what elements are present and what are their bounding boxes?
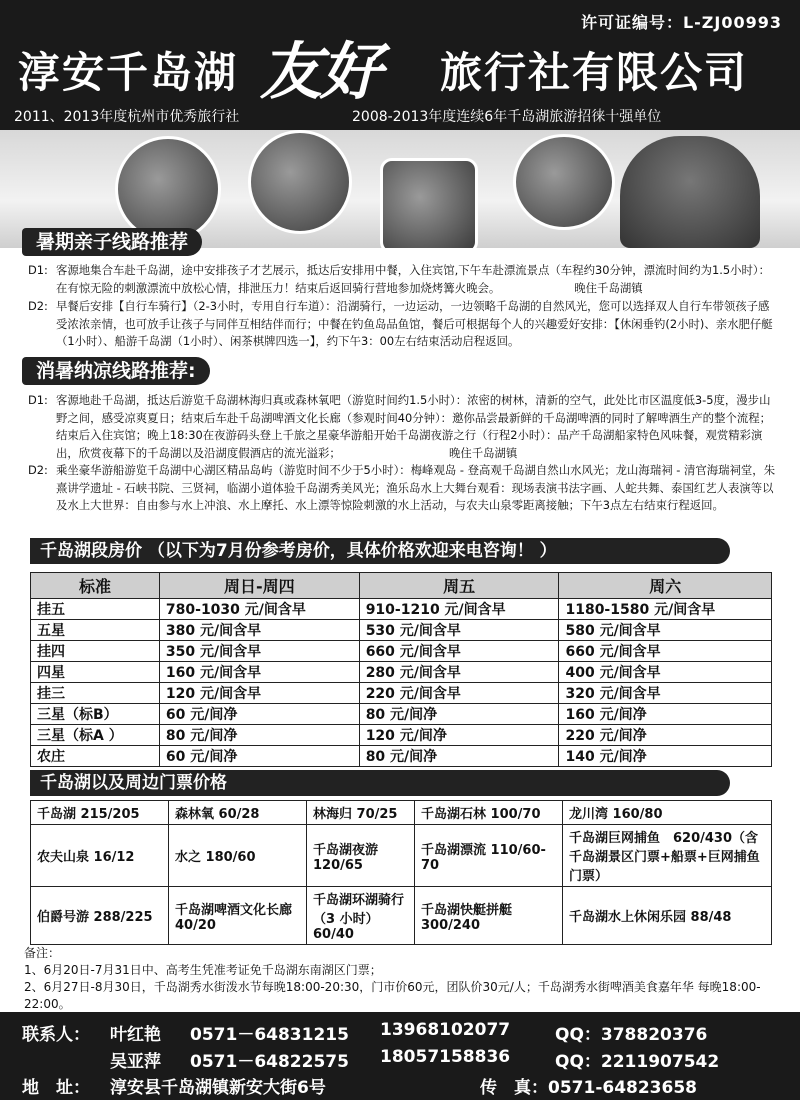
notes-label: 备注： [24, 946, 61, 960]
table-cell: 千岛湖夜游 120/65 [307, 825, 415, 887]
table-cell: 910-1210 元/间含早 [359, 599, 559, 620]
table-cell: 伯爵号游 288/225 [31, 887, 169, 945]
contact-mobile-1: 13968102077 [380, 1020, 511, 1040]
table-cell: 160 元/间净 [559, 704, 772, 725]
day-text: 客源地集合车赴千岛湖，途中安排孩子才艺展示，抵达后安排用中餐，入住宾馆,下午车赴漂流景点（车程约30分钟，漂流时间约为1.5小时）：在有惊无险的刺激漂流中放松心情，排泄压力！结束后返回骑行营地参加烧烤篝火晚会。 晚住千岛湖镇 [56, 263, 770, 295]
tickets-title: 千岛湖以及周边门票价格 [30, 770, 730, 796]
table-cell: 千岛湖漂流 110/60-70 [415, 825, 563, 887]
notes [24, 945, 784, 1013]
table-row [31, 620, 772, 641]
contact-qq-2: QQ：2211907542 [555, 1052, 720, 1072]
boat-photo [380, 158, 478, 248]
table-cell: 530 元/间含早 [359, 620, 559, 641]
contact-footer [0, 1012, 800, 1100]
family-photo [620, 136, 760, 248]
table-row [31, 746, 772, 767]
table-cell: 千岛湖快艇拼艇 300/240 [415, 887, 563, 945]
table-cell: 五星 [31, 620, 160, 641]
table-row [31, 887, 772, 945]
table-row [31, 801, 772, 825]
family-route-d2 [30, 298, 778, 351]
table-row [31, 662, 772, 683]
section-title-summer-route: 消暑纳凉线路推荐: [22, 357, 210, 385]
rates-title: 千岛湖段房价 （以下为7月份参考房价，具体价格欢迎来电咨询！ ） [30, 538, 730, 564]
table-cell: 千岛湖巨网捕鱼 620/430（含千岛湖景区门票+船票+巨网捕鱼门票） [563, 825, 772, 887]
table-cell: 80 元/间净 [359, 746, 559, 767]
table-row [31, 704, 772, 725]
table-cell: 120 元/间净 [359, 725, 559, 746]
table-cell: 林海归 70/25 [307, 801, 415, 825]
table-cell: 挂五 [31, 599, 160, 620]
contact-label: 联系人： [22, 1025, 90, 1045]
col-header: 周五 [359, 573, 559, 599]
day-label: D2: [28, 463, 48, 477]
table-cell: 80 元/间净 [359, 704, 559, 725]
section-title-family-route: 暑期亲子线路推荐 [22, 228, 202, 256]
day-label: D1: [28, 393, 48, 407]
contact-tel-1: 0571－64831215 [190, 1025, 349, 1045]
license-number: 许可证编号：L-ZJ00993 [580, 13, 782, 32]
award-left: 2011、2013年度杭州市优秀旅行社 [14, 109, 240, 125]
header [0, 0, 800, 130]
contact-tel-2: 0571－64822575 [190, 1052, 349, 1072]
award-right: 2008-2013年度连续6年千岛湖旅游招徕十强单位 [352, 109, 662, 125]
table-cell: 挂三 [31, 683, 160, 704]
day-label: D1: [28, 263, 48, 277]
company-name-logo: 友好 [260, 35, 381, 108]
summer-route-d2 [30, 462, 778, 515]
table-cell: 780-1030 元/间含早 [159, 599, 359, 620]
contact-name-1: 叶红艳 [110, 1025, 161, 1045]
ticket-prices-table [30, 800, 772, 945]
table-cell: 60 元/间净 [159, 704, 359, 725]
summer-route-d1 [30, 392, 778, 462]
table-cell: 580 元/间含早 [559, 620, 772, 641]
dolphin-photo [248, 130, 352, 234]
table-cell: 龙川湾 160/80 [563, 801, 772, 825]
table-cell: 挂四 [31, 641, 160, 662]
company-name-left: 淳安千岛湖 [18, 48, 239, 97]
note-item: 2、6月27日-8月30日，千岛湖秀水街泼水节每晚18:00-20:30，门市价60元，团队价30元/人；千岛湖秀水街啤酒美食嘉年华 每晚18:00-22:00。 [24, 980, 761, 1011]
table-cell: 140 元/间净 [559, 746, 772, 767]
table-cell: 320 元/间含早 [559, 683, 772, 704]
table-cell: 660 元/间含早 [559, 641, 772, 662]
table-cell: 120 元/间含早 [159, 683, 359, 704]
table-row [31, 725, 772, 746]
contact-name-2: 吴亚萍 [110, 1052, 161, 1072]
col-header: 周六 [559, 573, 772, 599]
table-cell: 280 元/间含早 [359, 662, 559, 683]
contact-mobile-2: 18057158836 [380, 1047, 511, 1067]
table-cell: 千岛湖环湖骑行（3 小时）60/40 [307, 887, 415, 945]
table-cell: 水之 180/60 [169, 825, 307, 887]
table-cell: 350 元/间含早 [159, 641, 359, 662]
table-row [31, 683, 772, 704]
table-row [31, 825, 772, 887]
table-cell: 660 元/间含早 [359, 641, 559, 662]
table-cell: 160 元/间含早 [159, 662, 359, 683]
table-cell: 四星 [31, 662, 160, 683]
contact-qq-1: QQ：378820376 [555, 1025, 708, 1045]
address: 淳安县千岛湖镇新安大街6号 [110, 1078, 326, 1098]
table-cell: 80 元/间净 [159, 725, 359, 746]
table-cell: 1180-1580 元/间含早 [559, 599, 772, 620]
cycling-photo [115, 136, 221, 242]
table-cell: 森林氧 60/28 [169, 801, 307, 825]
rafting-photo [513, 134, 615, 230]
table-cell: 380 元/间含早 [159, 620, 359, 641]
address-label: 地 址： [22, 1078, 90, 1098]
day-label: D2: [28, 299, 48, 313]
fax: 传 真：0571-64823658 [480, 1078, 697, 1098]
table-cell: 农夫山泉 16/12 [31, 825, 169, 887]
col-header: 标准 [31, 573, 160, 599]
table-cell: 60 元/间净 [159, 746, 359, 767]
company-name-right: 旅行社有限公司 [440, 48, 749, 97]
table-cell: 千岛湖石林 100/70 [415, 801, 563, 825]
table-cell: 千岛湖 215/205 [31, 801, 169, 825]
note-item: 1、6月20日-7月31日中、高考生凭准考证免千岛湖东南湖区门票； [24, 963, 382, 977]
table-cell: 千岛湖水上休闲乐园 88/48 [563, 887, 772, 945]
table-row [31, 599, 772, 620]
table-cell: 农庄 [31, 746, 160, 767]
hotel-rates-table [30, 572, 772, 767]
table-cell: 220 元/间含早 [359, 683, 559, 704]
col-header: 周日-周四 [159, 573, 359, 599]
table-header-row [31, 573, 772, 599]
table-row [31, 641, 772, 662]
table-cell: 400 元/间含早 [559, 662, 772, 683]
table-cell: 220 元/间净 [559, 725, 772, 746]
table-cell: 三星（标A ） [31, 725, 160, 746]
table-cell: 三星（标B） [31, 704, 160, 725]
family-route-d1 [30, 262, 778, 297]
day-text: 客源地赴千岛湖，抵达后游览千岛湖林海归真或森林氧吧（游览时间约1.5小时）：浓密的树林，清新的空气，此处比市区温度低3-5度，漫步山野之间，感受凉爽夏日；结束后车赴千岛湖啤酒文化长廊（参观时间40分钟）：邀你品尝最新鲜的千岛湖啤酒的同时了解啤酒生产的整个流程；结束后入住宾馆；晚上18:30在夜游码头登上千旅之星豪华游船开始千岛湖夜游之行（行程2小时）：品产千岛湖船家特色风味餐，观赏精彩演出，欣赏夜幕下的千岛湖以及沿湖度假酒店的流光溢彩； 晚住千岛湖镇 [56, 393, 772, 460]
table-cell: 千岛湖啤酒文化长廊 40/20 [169, 887, 307, 945]
day-text: 乘坐豪华游船游览千岛湖中心湖区精品岛屿（游览时间不少于5小时）：梅峰观岛 - 登高观千岛湖自然山水风光；龙山海瑞祠 - 清官海瑞祠堂，朱熹讲学遗址 - 石峡书院、三贤祠，临湖小道体验千岛湖秀美风光；渔乐岛水上大舞台观看：现场表演书法字画、人蛇共舞、泰国红艺人表演等以及水上大世界：自由参与水上冲浪、水上摩托、水上漂等惊险刺激的水上活动，与农夫山泉零距离接触；下午3点左右结束行程返回。 [56, 463, 776, 512]
day-text: 早餐后安排【自行车骑行】（2-3小时，专用自行车道）：沿湖骑行，一边运动，一边领略千岛湖的自然风光，您可以选择双人自行车带领孩子感受浓浓亲情，也可放手让孩子与同伴互相结伴而行；中餐在钓鱼岛品鱼馆，餐后可根据每个人的兴趣爱好安排：【休闲垂钓(2小时)、亲水肥仔艇（1小时）、船游千岛湖（1小时）、闲茶棋牌四选一】，约下午3：00左右结束活动启程返回。 [56, 299, 773, 348]
